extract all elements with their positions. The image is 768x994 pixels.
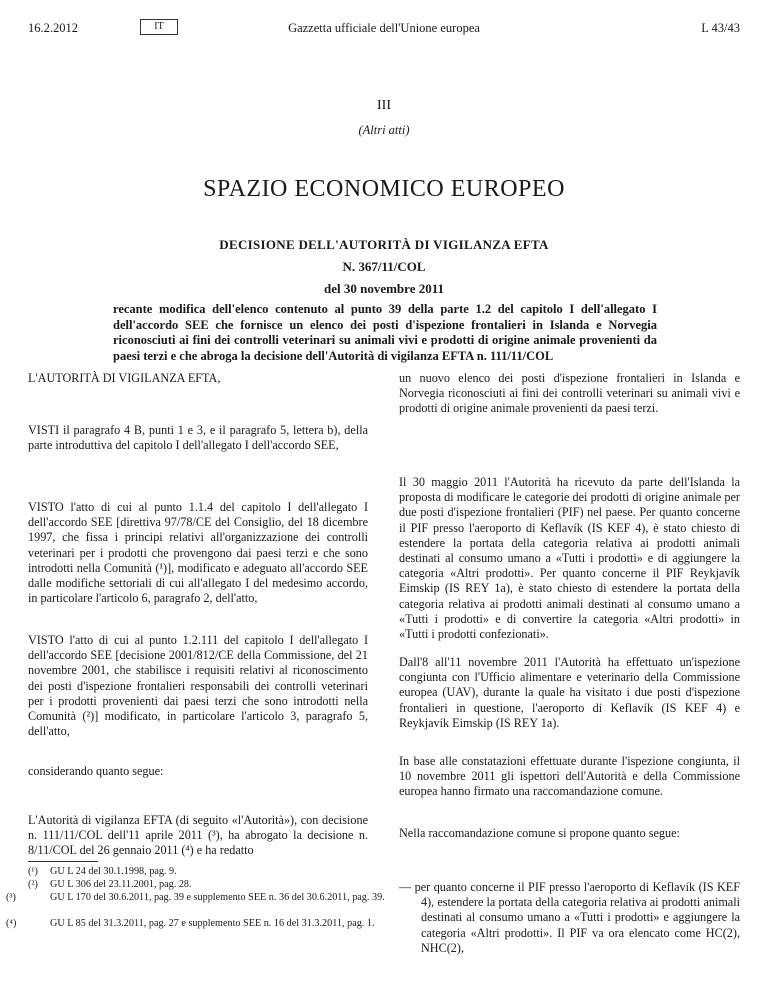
footnote-mark: (³) xyxy=(6,892,16,903)
footnote-text: GU L 24 del 30.1.1998, pag. 9. xyxy=(50,866,177,877)
footnote-mark: (¹) xyxy=(28,866,38,877)
footnote-text: GU L 85 del 31.3.2011, pag. 27 e supplemento SEE n. 16 del 31.3.2011, pag. 1. xyxy=(50,918,375,929)
recital-lead: VISTO xyxy=(28,633,64,647)
dash-list-item: — per quanto concerne il PIF presso l'aeroporto di Keflavík (IS KEF 4), estendere la portata della categoria relativa ai prodotti animali destinati al consumo umano a «Tutti i prodotti» e aggiungere la categoria «Altri prodotti». Il PIF va ora elencato come HC(2), NHC(2), xyxy=(399,880,740,955)
decision-title: DECISIONE DELL'AUTORITÀ DI VIGILANZA EFTA xyxy=(219,237,549,252)
footnote-3 xyxy=(6,892,390,905)
footnote-text: GU L 170 del 30.6.2011, pag. 39 e supplemento SEE n. 36 del 30.6.2011, pag. 39. xyxy=(50,892,385,903)
left-paragraph-6: L'Autorità di vigilanza EFTA (di seguito «l'Autorità»), con decisione n. 111/11/COL dell'11 aprile 2011 (³), ha abrogato la decisione n. 8/11/COL del 26 gennaio 2011 (⁴) e ha redatto xyxy=(28,813,368,858)
footnote-mark: (⁴) xyxy=(6,918,17,929)
recital-lead: VISTO xyxy=(28,500,64,514)
recital-text: l'atto di cui al punto 1.2.111 del capitolo I dell'allegato I dell'accordo SEE [decisione 2001/812/CE della Commissione, del 21 novembre 2001, che stabilisce i requisiti relativi al riconoscimento dei posti d'ispezione frontalieri responsabili dei controlli veterinari per i prodotti provenienti dai paesi terzi che sono introdotti nella Comunità (²)] modificato, in particolare l'articolo 3, paragrafo 5, dell'atto, xyxy=(28,633,368,739)
authority-heading: L'AUTORITÀ DI VIGILANZA EFTA, xyxy=(28,371,221,385)
right-paragraph-5: Nella raccomandazione comune si propone quanto segue: xyxy=(399,826,680,840)
left-paragraph-2 xyxy=(28,423,368,453)
footnote-1 xyxy=(28,866,368,879)
header-date: 16.2.2012 xyxy=(28,21,78,35)
decision-subject: recante modifica dell'elenco contenuto al punto 39 della parte 1.2 del capitolo I dell'allegato I dell'accordo SEE che fornisce un elenco dei posti d'ispezione frontalieri in Islanda e Norvegia riconosciuti ai fini dei controlli veterinari su animali vivi e prodotti di origine animale provenienti da paesi terzi e che abroga la decisione dell'Autorità di vigilanza EFTA n. 111/11/COL xyxy=(113,302,657,363)
recital-text: il paragrafo 4 B, punti 1 e 3, e il paragrafo 5, lettera b), della parte introduttiva del capitolo I dell'allegato I dell'accordo SEE, xyxy=(28,423,368,453)
section-subtitle: (Altri atti) xyxy=(358,123,410,137)
right-paragraph-2: Il 30 maggio 2011 l'Autorità ha ricevuto da parte dell'Islanda la proposta di modificare le categorie dei prodotti di origine animale per due posti d'ispezione frontalieri (PIF) nel paese. Per quanto concerne il PIF presso l'aeroporto di Keflavík (IS KEF 4), è stato chiesto di estendere la portata della categoria relativa ai prodotti animali destinati al consumo umano a «Tutti i prodotti» e di aggiungere la categoria «Altri prodotti». Per quanto concerne il PIF Reykjavík Eimskip (IS REY 1a), è stato chiesto di estendere la portata della categoria relativa ai prodotti animali destinati al consumo umano a «Tutti i prodotti» e di convertire la categoria «Altri prodotti» in «Tutti i prodotti confezionati». xyxy=(399,475,740,642)
right-paragraph-1: un nuovo elenco dei posti d'ispezione frontalieri in Islanda e Norvegia riconosciuti ai fini dei controlli veterinari su animali vivi e prodotti di origine animale provenienti da paesi terzi. xyxy=(399,371,740,416)
footnote-text: GU L 306 del 23.11.2001, pag. 28. xyxy=(50,879,192,890)
left-paragraph-3 xyxy=(28,500,368,606)
journal-title: Gazzetta ufficiale dell'Unione europea xyxy=(288,21,480,35)
language-badge: IT xyxy=(140,19,178,35)
recital-lead: VISTI xyxy=(28,423,60,437)
right-paragraph-3: Dall'8 all'11 novembre 2011 l'Autorità ha effettuato un'ispezione congiunta con l'Ufficio alimentare e veterinario della Commissione europea (UAV), durante la quale ha visitato i due posti d'ispezione frontalieri in questione, l'aeroporto di Keflavík (IS KEF 4) e Reykjavík Eimskip (IS REY 1a). xyxy=(399,655,740,730)
recital-text: l'atto di cui al punto 1.1.4 del capitolo I dell'allegato I dell'accordo SEE [direttiva 97/78/CE del Consiglio, del 18 dicembre 1997, che fissa i principi relativi all'organizzazione dei controlli veterinari per i prodotti che provengono dai paesi terzi e che sono introdotti nella Comunità (¹)], modificato e adeguato all'accordo SEE dalle modifiche settoriali di cui all'allegato I del medesimo accordo, in particolare l'articolo 6, paragrafo 2, dell'atto, xyxy=(28,500,368,606)
footnote-4 xyxy=(6,918,390,931)
decision-number: N. 367/11/COL xyxy=(342,259,426,274)
page-number: L 43/43 xyxy=(701,21,740,35)
right-paragraph-4: In base alle constatazioni effettuate durante l'ispezione congiunta, il 10 novembre 2011 gli ispettori dell'Autorità e della Commissione europea hanno firmato una raccomandazione comune. xyxy=(399,754,740,799)
left-paragraph-4 xyxy=(28,633,368,739)
footnote-mark: (²) xyxy=(28,879,38,890)
footnote-2 xyxy=(28,879,368,892)
decision-date: del 30 novembre 2011 xyxy=(323,281,444,296)
left-paragraph-5: considerando quanto segue: xyxy=(28,764,164,778)
area-title: SPAZIO ECONOMICO EUROPEO xyxy=(203,176,565,202)
section-roman-numeral: III xyxy=(377,98,391,113)
footnote-divider xyxy=(28,861,98,862)
left-paragraph-1 xyxy=(28,371,368,386)
